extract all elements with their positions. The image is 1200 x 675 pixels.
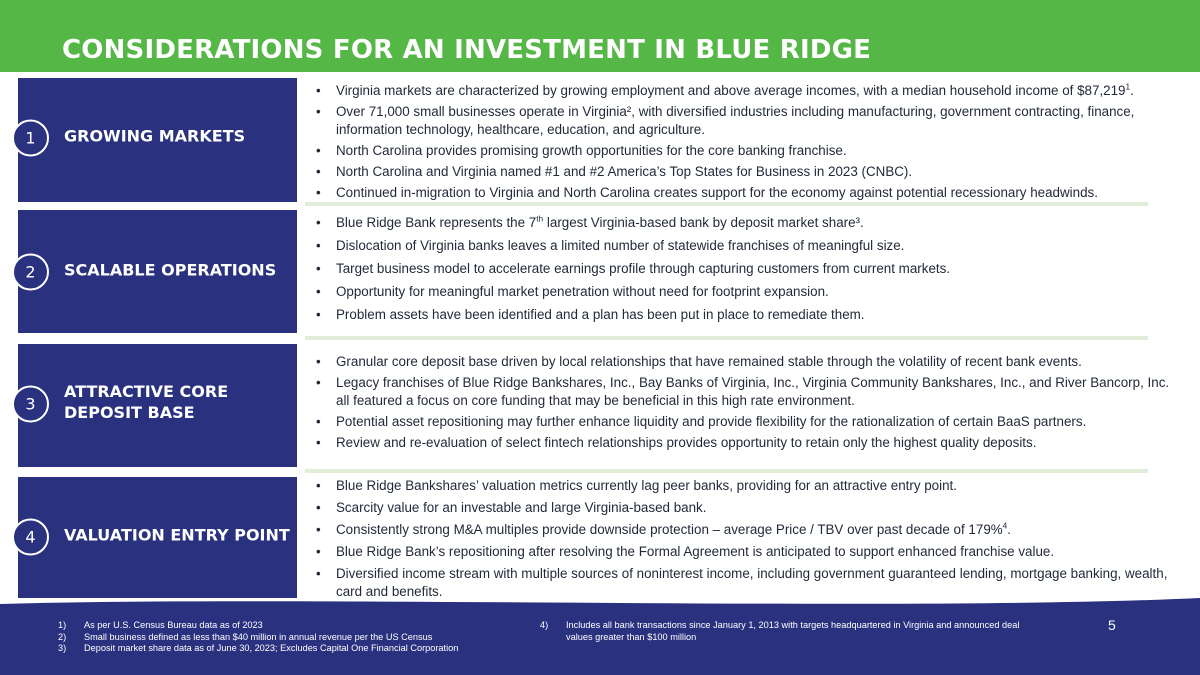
bullet-item: • Opportunity for meaningful market penetration without need for footprint expansion. [308,283,1170,301]
section-divider [305,202,1148,206]
page-title: CONSIDERATIONS FOR AN INVESTMENT IN BLUE RIDGE [62,35,872,65]
footnote: 3) Deposit market share data as of June 30, 2023; Excludes Capital One Financial Corporation [58,643,459,653]
footnote: 4) Includes all bank transactions since January 1, 2013 with targets headquartered in Virginia and announced deal values greater than $100 million [540,620,1020,642]
bullet-item: • Legacy franchises of Blue Ridge Bankshares, Inc., Bay Banks of Virginia, Inc., Virginia Community Bankshares, Inc., and River Bancorp, Inc. all featured a focus on core funding that may be beneficial in this high rate environment. [308,374,1170,410]
section-number-badge: 4 [12,519,49,556]
bullet-item: • Blue Ridge Bank represents the 7th largest Virginia-based bank by deposit market share³. [308,214,1170,232]
section-label: GROWING MARKETS [64,126,246,146]
bullet-item: • Over 71,000 small businesses operate in Virginia², with diversified industries including manufacturing, government contracting, finance, information technology, healthcare, education, and agriculture. [308,103,1170,139]
section-attractive-core-deposit-base [18,344,297,467]
page-number: 5 [1108,617,1116,633]
bullet-item: • Scarcity value for an investable and large Virginia-based bank. [308,499,1170,517]
bullet-item: • Review and re-evaluation of select fintech relationships provides opportunity to retain only the highest quality deposits. [308,434,1170,452]
section-growing-markets [18,78,297,202]
bullet-item: • Granular core deposit base driven by local relationships that have remained stable through the volatility of recent bank events. [308,353,1170,371]
bullet-item: • Target business model to accelerate earnings profile through capturing customers from current markets. [308,260,1170,278]
section-valuation-entry-point [18,477,297,598]
footnotes-left [58,620,518,655]
bullet-list [308,214,1170,329]
section-label: SCALABLE OPERATIONS [64,260,277,280]
bullet-item: • Continued in-migration to Virginia and North Carolina creates support for the economy against potential recessionary headwinds. [308,184,1170,202]
bullet-item: • North Carolina provides promising growth opportunities for the core banking franchise. [308,142,1170,160]
footnote: 2) Small business defined as less than $40 million in annual revenue per the US Census [58,631,433,642]
section-number-badge: 3 [12,386,49,423]
section-number-badge: 2 [12,254,49,291]
bullet-item: • North Carolina and Virginia named #1 and #2 America’s Top States for Business in 2023 (CNBC). [308,163,1170,181]
bullet-item: • Problem assets have been identified and a plan has been put in place to remediate them. [308,306,1170,324]
bullet-list [308,477,1170,605]
section-divider [305,469,1148,473]
bullet-list [308,353,1170,455]
bullet-item: • Blue Ridge Bankshares’ valuation metrics currently lag peer banks, providing for an attractive entry point. [308,477,1170,495]
bullet-item: • Diversified income stream with multiple sources of noninterest income, including government guaranteed lending, mortgage banking, wealth, card and benefits. [308,565,1170,601]
bullet-list [308,82,1170,205]
bullet-item: • Potential asset repositioning may further enhance liquidity and provide flexibility for the rationalization of certain BaaS partners. [308,413,1170,431]
bullet-item: • Dislocation of Virginia banks leaves a limited number of statewide franchises of meaningful size. [308,237,1170,255]
section-divider [305,336,1148,340]
bullet-item: • Consistently strong M&A multiples provide downside protection – average Price / TBV over past decade of 179%$^4$. [308,521,1170,539]
footnotes-right [540,620,1030,643]
section-label: ATTRACTIVE CORE DEPOSIT BASE [64,382,229,422]
section-scalable-operations [18,210,297,333]
section-number-badge: 1 [12,120,49,157]
footnote: 1) As per U.S. Census Bureau data as of 2023 [58,620,263,630]
bullet-item: • Virginia markets are characterized by growing employment and above average incomes, with a median household income of $87,219$^1$. [308,82,1170,100]
section-label: VALUATION ENTRY POINT [64,525,290,545]
bullet-item: • Blue Ridge Bank’s repositioning after resolving the Formal Agreement is anticipated to support enhanced franchise value. [308,543,1170,561]
